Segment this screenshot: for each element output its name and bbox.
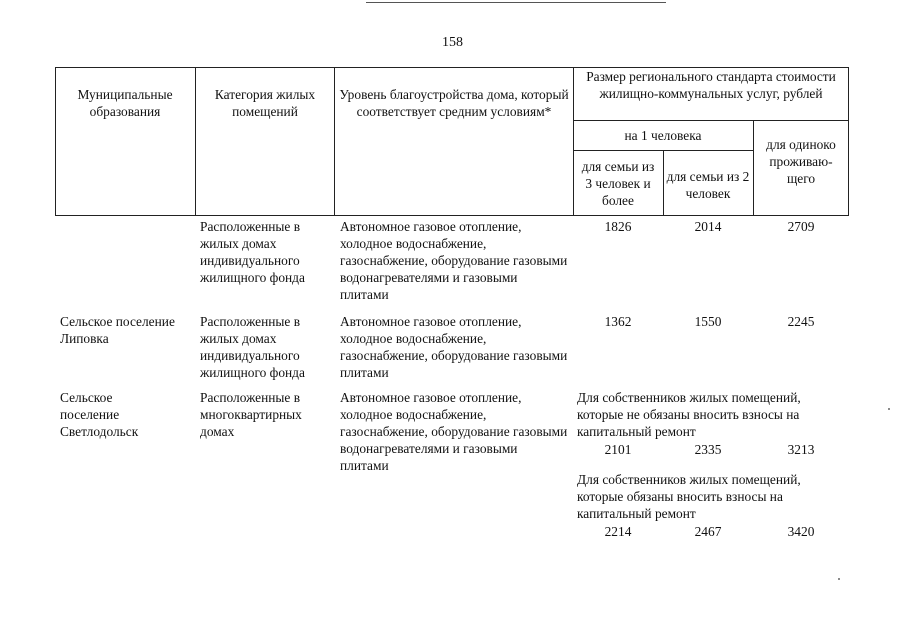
row2-value-family-3plus: 1362: [604, 314, 632, 329]
header-left-border: [55, 67, 56, 216]
col-divider-2: [334, 67, 335, 216]
sub-divider-b: [753, 120, 754, 216]
row3-value1-single: 3213: [787, 442, 815, 457]
header-right-border: [848, 67, 849, 216]
row3-note-with-capital-repair: Для собственников жилых помещений, которые обязаны вносить взносы на капитальный ремонт: [577, 472, 801, 521]
top-rule: [366, 2, 666, 3]
row3-level: Автономное газовое отопление, холодное водоснабжение, газоснабжение, оборудование газовыми водонагревателями и газовыми плитами: [340, 390, 568, 473]
row3-value2-family-3plus: 2214: [604, 524, 632, 539]
page-number: 158: [442, 35, 463, 50]
header-level: Уровень благоустройства дома, который соответствует средним условиям*: [339, 87, 569, 119]
header-bottom-border: [55, 215, 848, 216]
row3-value1-family-2: 2335: [694, 442, 722, 457]
header-family-2: для семьи из 2 человек: [666, 169, 750, 201]
header-per-person: на 1 человека: [624, 128, 702, 143]
header-category: Категория жилых помещений: [214, 87, 316, 119]
row1-category: Расположенные в жилых домах индивидуального жилищного фонда: [200, 219, 305, 285]
row3-value1-family-3plus: 2101: [604, 442, 632, 457]
row3-value2-single: 3420: [787, 524, 815, 539]
row2-category: Расположенные в жилых домах индивидуального жилищного фонда: [200, 314, 305, 380]
scan-speck: [888, 408, 890, 410]
row3-value2-family-2: 2467: [694, 524, 722, 539]
header-standard-size: Размер регионального стандарта стоимости жилищно-коммунальных услуг, рублей: [586, 69, 836, 101]
row1-value-family-2: 2014: [694, 219, 722, 234]
row2-value-single: 2245: [787, 314, 815, 329]
row2-value-family-2: 1550: [694, 314, 722, 329]
row3-note-no-capital-repair: Для собственников жилых помещений, которые не обязаны вносить взносы на капитальный ремонт: [577, 390, 801, 439]
row2-level: Автономное газовое отопление, холодное водоснабжение, газоснабжение, оборудование газовыми плитами: [340, 314, 568, 380]
header-municipality: Муниципальные образования: [77, 87, 173, 119]
col-divider-1: [195, 67, 196, 216]
row2-municipality: Сельское поселение Липовка: [60, 314, 175, 346]
row1-level: Автономное газовое отопление, холодное водоснабжение, газоснабжение, оборудование газовыми водонагревателями и газовыми плитами: [340, 219, 568, 302]
group-divider: [573, 120, 848, 121]
row3-category: Расположенные в многоквартирных домах: [200, 390, 302, 439]
row3-municipality: Сельское поселение Светлодольск: [60, 390, 139, 439]
header-single: для одиноко проживаю-щего: [766, 137, 836, 186]
sub-divider-a: [663, 150, 664, 216]
row1-value-family-3plus: 1826: [604, 219, 632, 234]
scan-speck: [838, 578, 840, 580]
row1-value-single: 2709: [787, 219, 815, 234]
header-family-3plus: для семьи из 3 человек и более: [581, 159, 655, 208]
col-divider-3: [573, 67, 574, 216]
